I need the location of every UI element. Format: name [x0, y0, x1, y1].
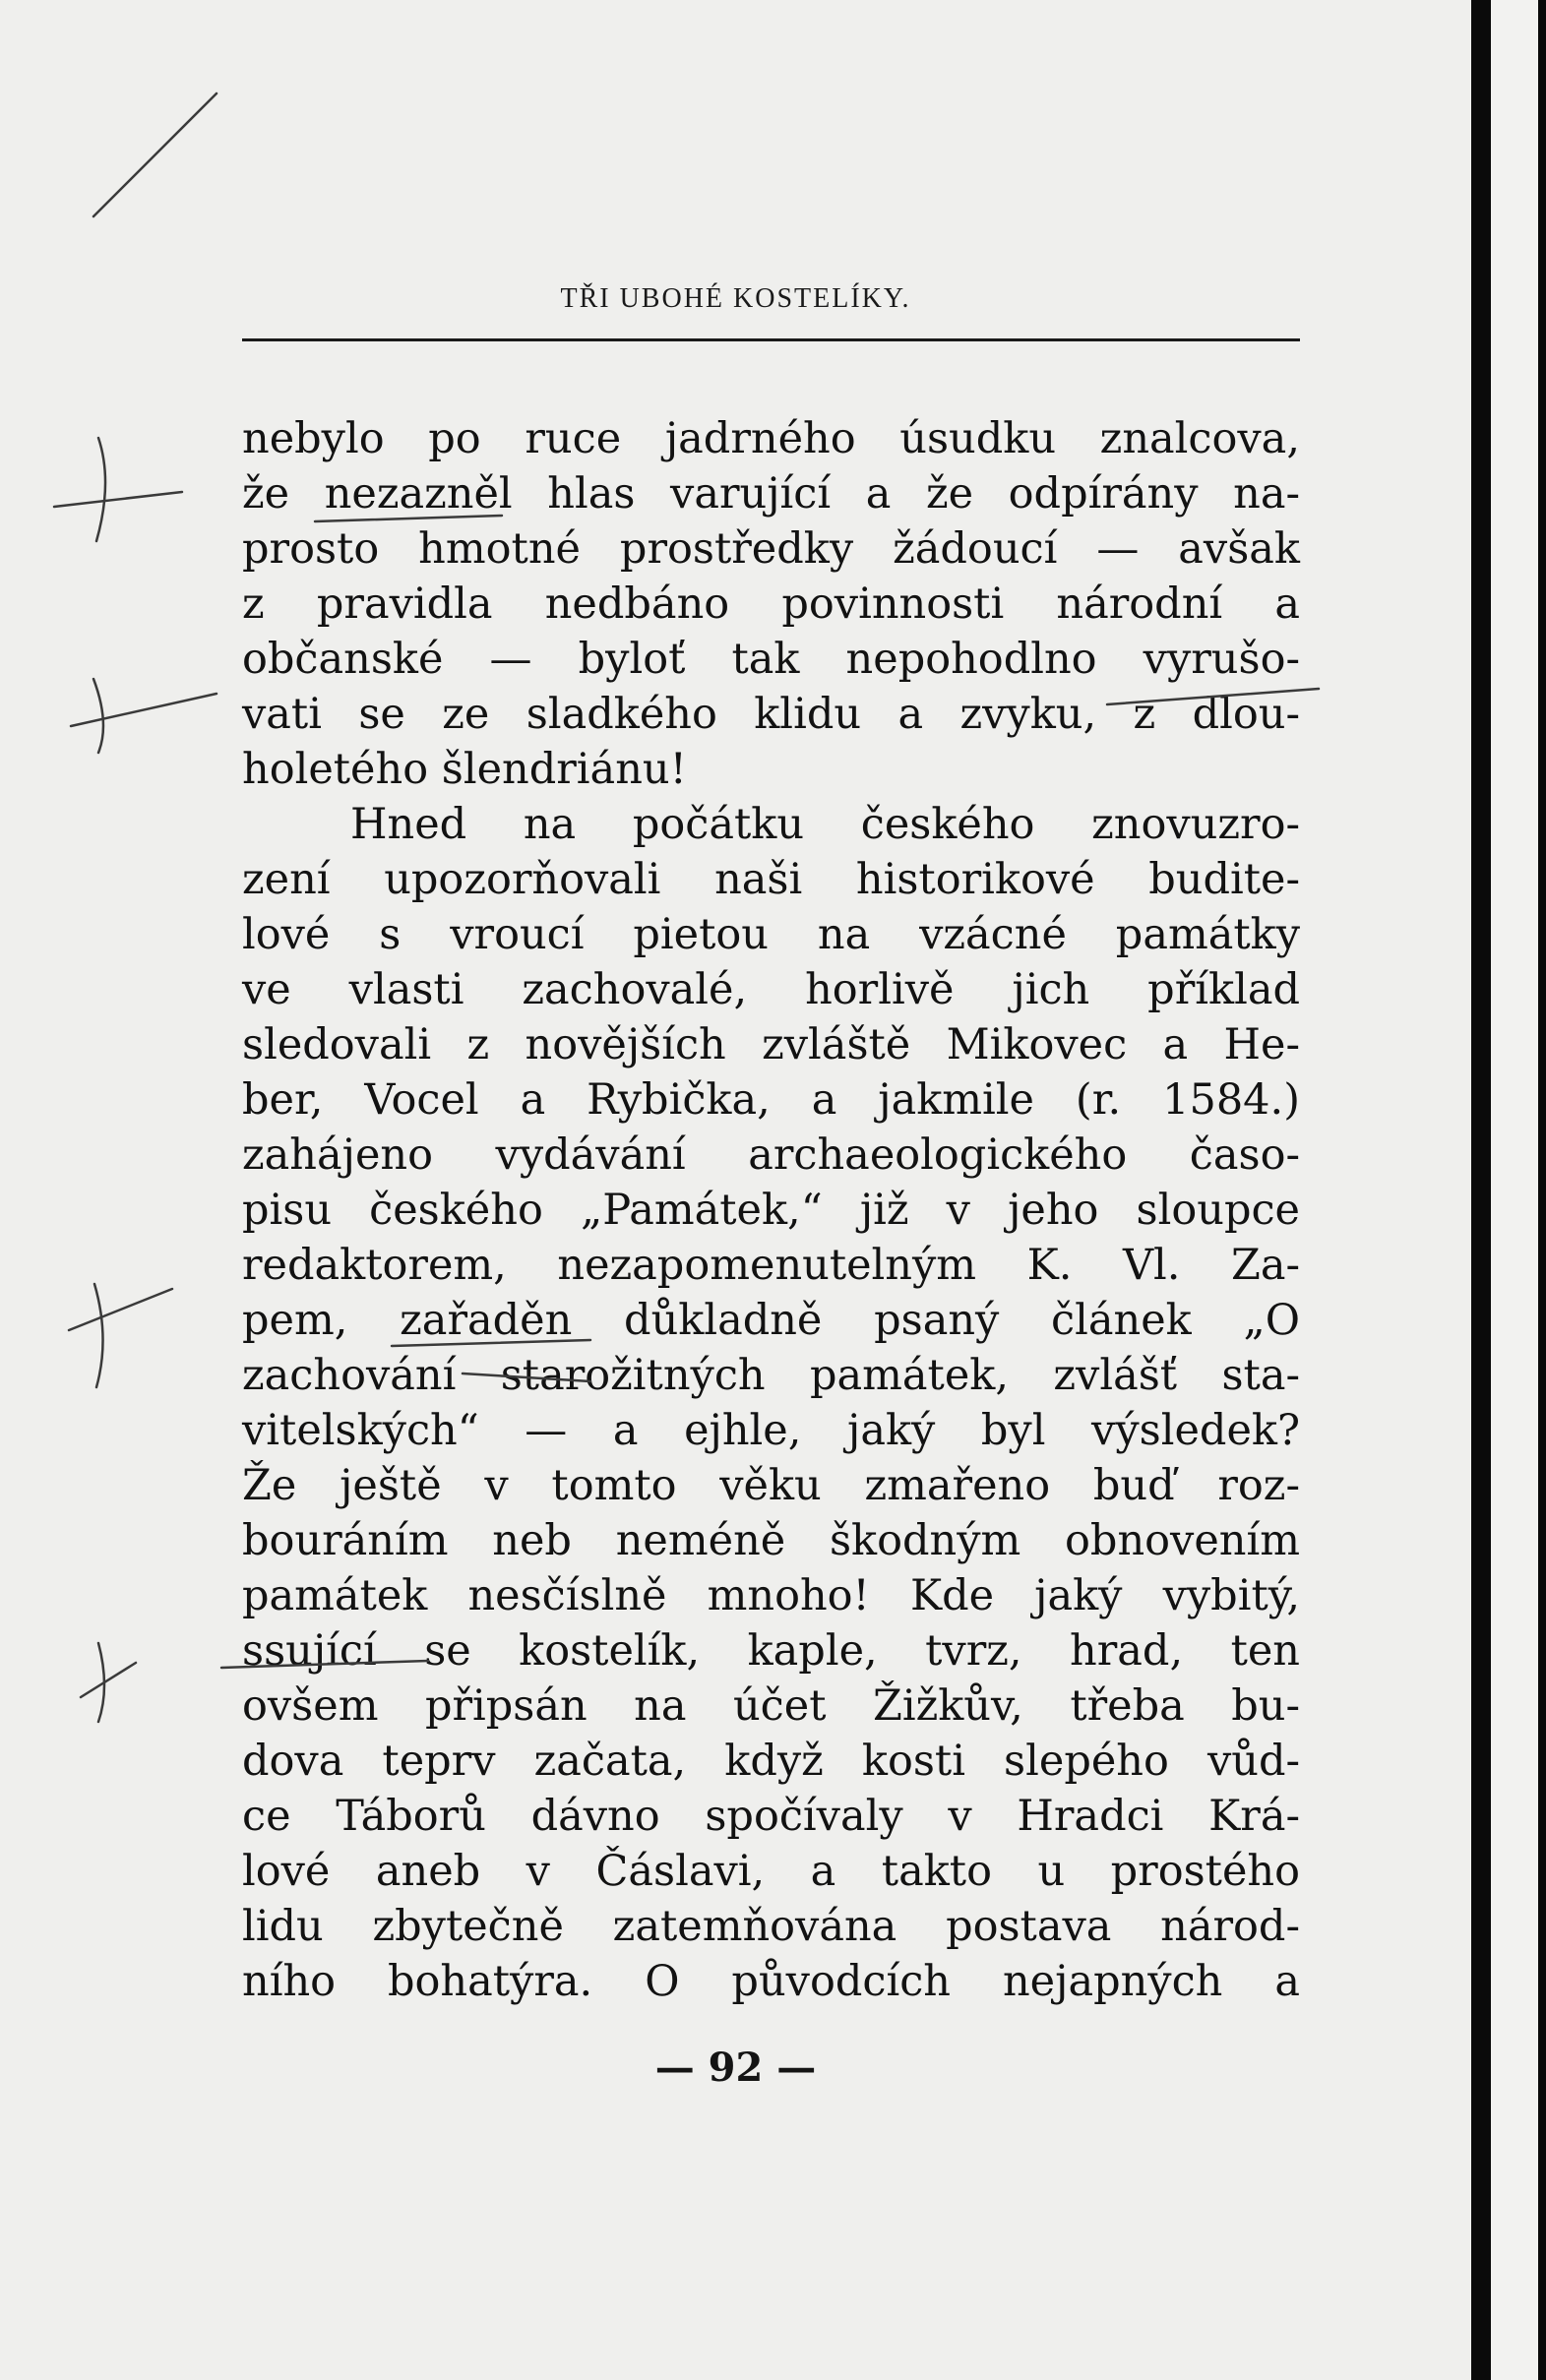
text-line: pem, zařaděn důkladně psaný článek „O [242, 1296, 1300, 1345]
margin-mark-3 [94, 1284, 103, 1387]
margin-mark-3-stroke [69, 1289, 172, 1330]
text-line: lidu zbytečně zatemňována postava národ- [242, 1902, 1300, 1951]
text-line: nebylo po ruce jadrného úsudku znalcova, [242, 414, 1300, 463]
margin-mark-4 [98, 1643, 104, 1722]
margin-mark-1 [96, 438, 105, 541]
margin-mark-1-stroke [54, 492, 182, 507]
text-line: dova teprv začata, když kosti slepého vůd- [242, 1737, 1300, 1786]
text-line: občanské — byloť tak nepohodlno vyrušo- [242, 635, 1300, 684]
text-line: Že ještě v tomto věku zmařeno buď roz- [242, 1461, 1300, 1510]
text-line: ovšem připsán na účet Žižkův, třeba bu- [242, 1681, 1300, 1731]
margin-mark-4-stroke [81, 1663, 136, 1697]
margin-mark-2 [93, 679, 103, 753]
text-line: zení upozorňovali naši historikové budite- [242, 855, 1300, 904]
text-line: památek nesčíslně mnoho! Kde jaký vybitý, [242, 1571, 1300, 1620]
page-number: — 92 — [654, 2044, 817, 2091]
running-head: TŘI UBOHÉ KOSTELÍKY. [560, 283, 911, 314]
text-line: pisu českého „Památek,“ již v jeho sloupce [242, 1186, 1300, 1235]
text-line: prosto hmotné prostředky žádoucí — avšak [242, 524, 1300, 574]
margin-pencil-diagonal [93, 93, 216, 216]
text-line: bouráním neb neméně škodným obnovením [242, 1516, 1300, 1565]
header-rule [242, 338, 1300, 341]
text-line: lové aneb v Čáslavi, a takto u prostého [242, 1847, 1300, 1896]
margin-mark-2-stroke [71, 694, 216, 726]
text-line: ce Táborů dávno spočívaly v Hradci Krá- [242, 1792, 1300, 1841]
text-line: ve vlasti zachovalé, horlivě jich příklad [242, 965, 1300, 1014]
text-line: redaktorem, nezapomenutelným K. Vl. Za- [242, 1241, 1300, 1290]
text-line: vitelských“ — a ejhle, jaký byl výsledek? [242, 1406, 1300, 1455]
text-line: holetého šlendriánu! [242, 745, 687, 794]
text-line: ber, Vocel a Rybička, a jakmile (r. 1584.) [242, 1075, 1300, 1125]
text-line: z pravidla nedbáno povinnosti národní a [242, 580, 1300, 629]
text-line: zahájeno vydávání archaeologického časo- [242, 1130, 1300, 1180]
text-line: lové s vroucí pietou na vzácné památky [242, 910, 1300, 959]
text-line: Hned na počátku českého znovuzro- [350, 800, 1300, 849]
text-line: vati se ze sladkého klidu a zvyku, z dlou- [242, 690, 1300, 739]
text-line: ssující se kostelík, kaple, tvrz, hrad, ten [242, 1626, 1300, 1676]
text-line: že nezazněl hlas varující a že odpírány na- [242, 469, 1300, 519]
facing-page-edge [1491, 0, 1538, 2380]
text-line: sledovali z novějších zvláště Mikovec a He- [242, 1020, 1300, 1069]
body-text [242, 411, 1300, 2009]
scan-edge [1471, 0, 1546, 2380]
text-line: ního bohatýra. O původcích nejapných a [242, 1957, 1300, 2006]
text-line: zachování starožitných památek, zvlášť sta- [242, 1351, 1300, 1400]
